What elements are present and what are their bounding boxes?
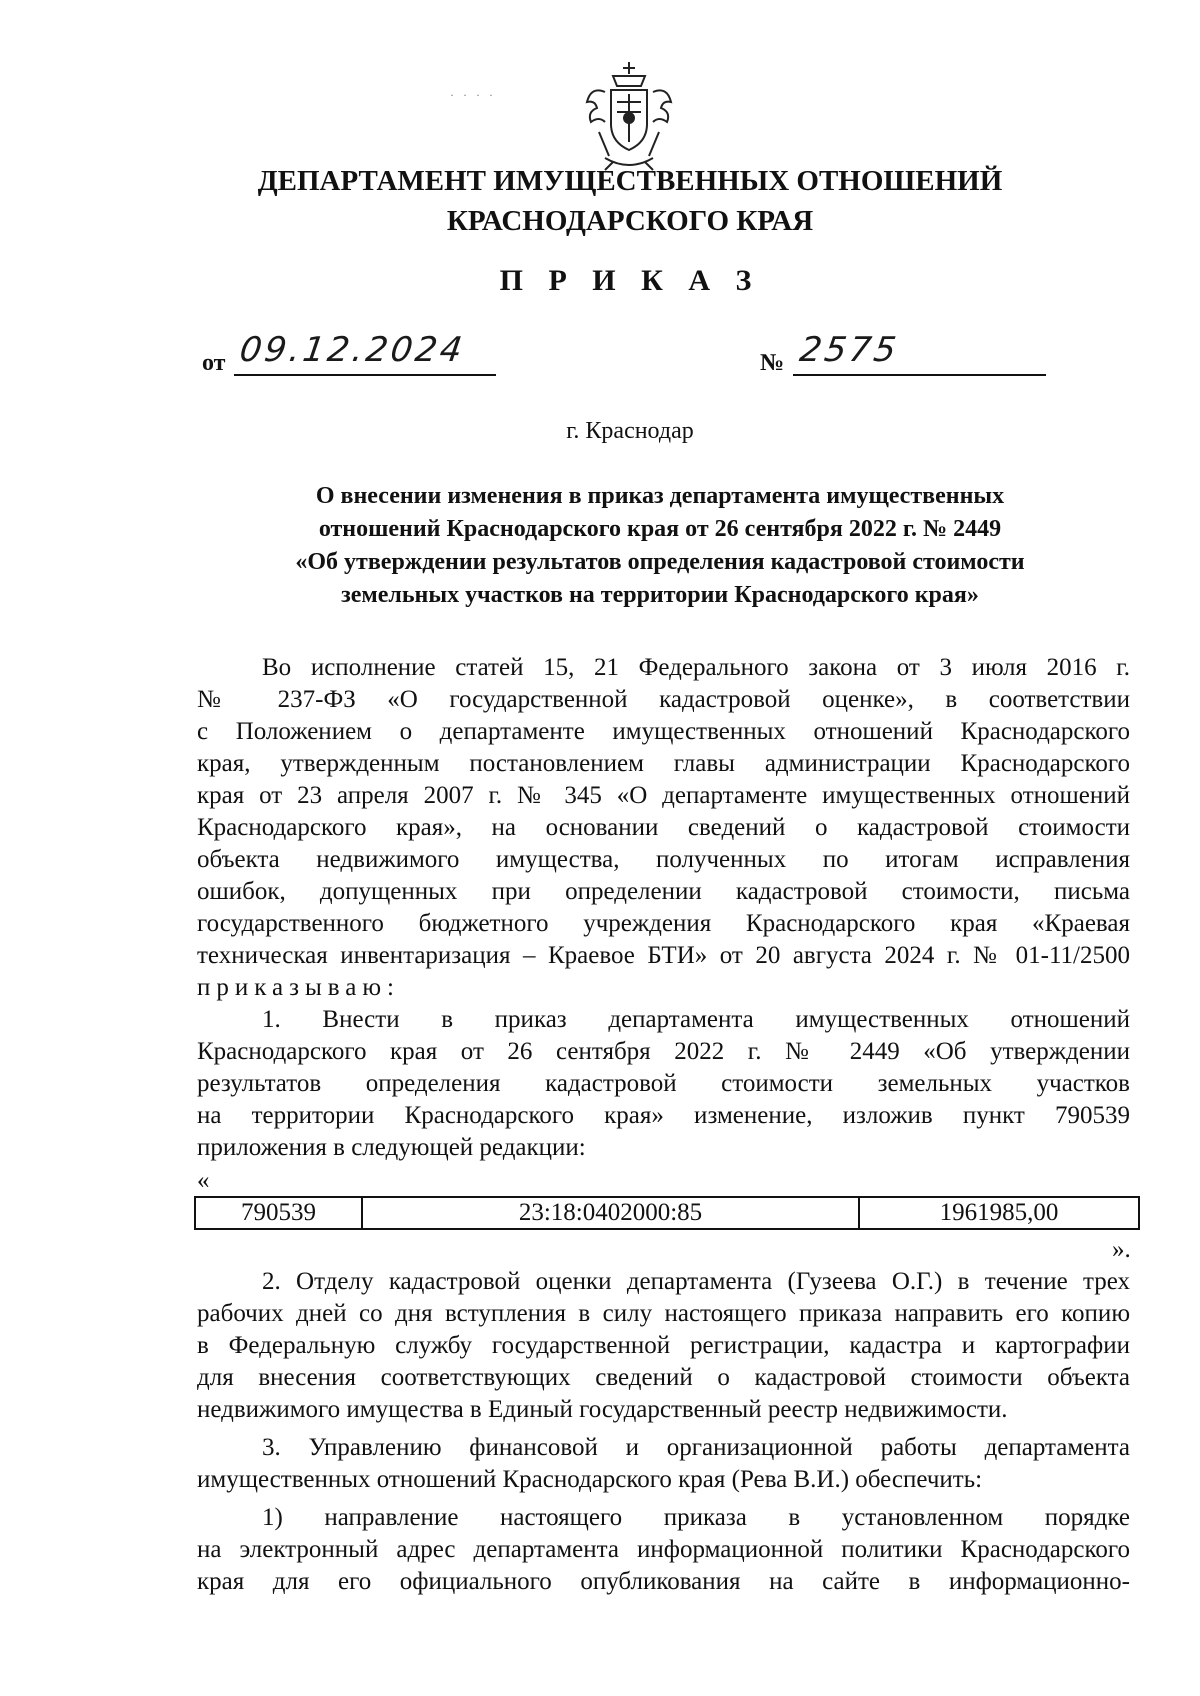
number-label: № xyxy=(760,350,785,376)
krasnodar-coat-of-arms-icon xyxy=(583,62,675,172)
paragraph-line: 1) направление настоящего приказа в установленном порядке xyxy=(262,1504,1130,1531)
paragraph-line: объекта недвижимого имущества, полученных по итогам исправления xyxy=(197,846,1130,873)
number-underline xyxy=(793,374,1046,376)
subject-line: «Об утверждении результатов определения кадастровой стоимости xyxy=(295,549,1025,575)
paragraph-line: Краснодарского края», на основании сведений о кадастровой стоимости xyxy=(197,814,1130,841)
paragraph-line: ошибок, допущенных при определении кадастровой стоимости, письма xyxy=(197,878,1130,905)
paragraph-line: приложения в следующей редакции: xyxy=(197,1134,586,1161)
order-word: приказываю: xyxy=(197,974,400,1001)
subject-line: земельных участков на территории Краснодарского края» xyxy=(341,582,979,608)
paragraph-line: техническая инвентаризация – Краевое БТИ» от 20 августа 2024 г. № 01-11/2500 xyxy=(197,942,1130,969)
table-cell-item: 790539 xyxy=(195,1197,362,1229)
paragraph-line: края от 23 апреля 2007 г. № 345 «О департаменте имущественных отношений xyxy=(197,782,1130,809)
date-label: от xyxy=(202,350,226,376)
handwritten-date: 09.12.2024 xyxy=(237,330,468,370)
paragraph-line: 2. Отделу кадастровой оценки департамента (Гузеева О.Г.) в течение трех xyxy=(262,1268,1130,1295)
paragraph-line: края, утвержденным постановлением главы администрации Краснодарского xyxy=(197,750,1130,777)
paragraph-line: 3. Управлению финансовой и организационной работы департамента xyxy=(262,1434,1130,1461)
table-cell-value: 1961985,00 xyxy=(859,1197,1139,1229)
paragraph-line: результатов определения кадастровой стоимости земельных участков xyxy=(197,1070,1130,1097)
paragraph-line: на территории Краснодарского края» изменение, изложив пункт 790539 xyxy=(197,1102,1130,1129)
date-underline xyxy=(234,374,496,376)
handwritten-number: 2575 xyxy=(797,330,902,370)
department-name-line1: ДЕПАРТАМЕНТ ИМУЩЕСТВЕННЫХ ОТНОШЕНИЙ xyxy=(257,165,1003,197)
department-name-line2: КРАСНОДАРСКОГО КРАЯ xyxy=(446,205,814,237)
paragraph-line: края для его официального опубликования на сайте в информационно- xyxy=(197,1568,1130,1595)
subject-line: О внесении изменения в приказ департамента имущественных xyxy=(315,483,1005,509)
city-name: г. Краснодар xyxy=(566,418,694,444)
paragraph-line: имущественных отношений Краснодарского края (Рева В.И.) обеспечить: xyxy=(197,1466,983,1493)
paragraph-line: 1. Внести в приказ департамента имущественных отношений xyxy=(262,1006,1130,1033)
quote-open: « xyxy=(197,1167,210,1194)
paragraph-line: № 237-ФЗ «О государственной кадастровой оценке», в соответствии xyxy=(197,686,1130,713)
order-subject xyxy=(200,480,1120,612)
subject-line: отношений Краснодарского края от 26 сентября 2022 г. № 2449 xyxy=(318,516,1002,542)
quote-close: ». xyxy=(1112,1236,1131,1263)
paragraph-line: Во исполнение статей 15, 21 Федерального закона от 3 июля 2016 г. xyxy=(262,654,1130,681)
cadastral-table xyxy=(194,1196,1140,1230)
paragraph-line: Краснодарского края от 26 сентября 2022 г. № 2449 «Об утверждении xyxy=(197,1038,1130,1065)
paragraph-line: для внесения соответствующих сведений о кадастровой стоимости объекта xyxy=(197,1364,1130,1391)
paragraph-line: рабочих дней со дня вступления в силу настоящего приказа направить его копию xyxy=(197,1300,1130,1327)
paragraph-line: в Федеральную службу государственной регистрации, кадастра и картографии xyxy=(197,1332,1130,1359)
paragraph-line: на электронный адрес департамента информационной политики Краснодарского xyxy=(197,1536,1130,1563)
paragraph-line: с Положением о департаменте имущественных отношений Краснодарского xyxy=(197,718,1130,745)
paragraph-line: недвижимого имущества в Единый государственный реестр недвижимости. xyxy=(197,1396,1008,1423)
document-type-title: П Р И К А З xyxy=(499,264,761,297)
paragraph-line: государственного бюджетного учреждения Краснодарского края «Краевая xyxy=(197,910,1130,937)
table-cell-cadastral-number: 23:18:0402000:85 xyxy=(362,1197,859,1229)
table-row xyxy=(195,1197,1139,1229)
scan-artifact: · · · · xyxy=(450,88,496,102)
